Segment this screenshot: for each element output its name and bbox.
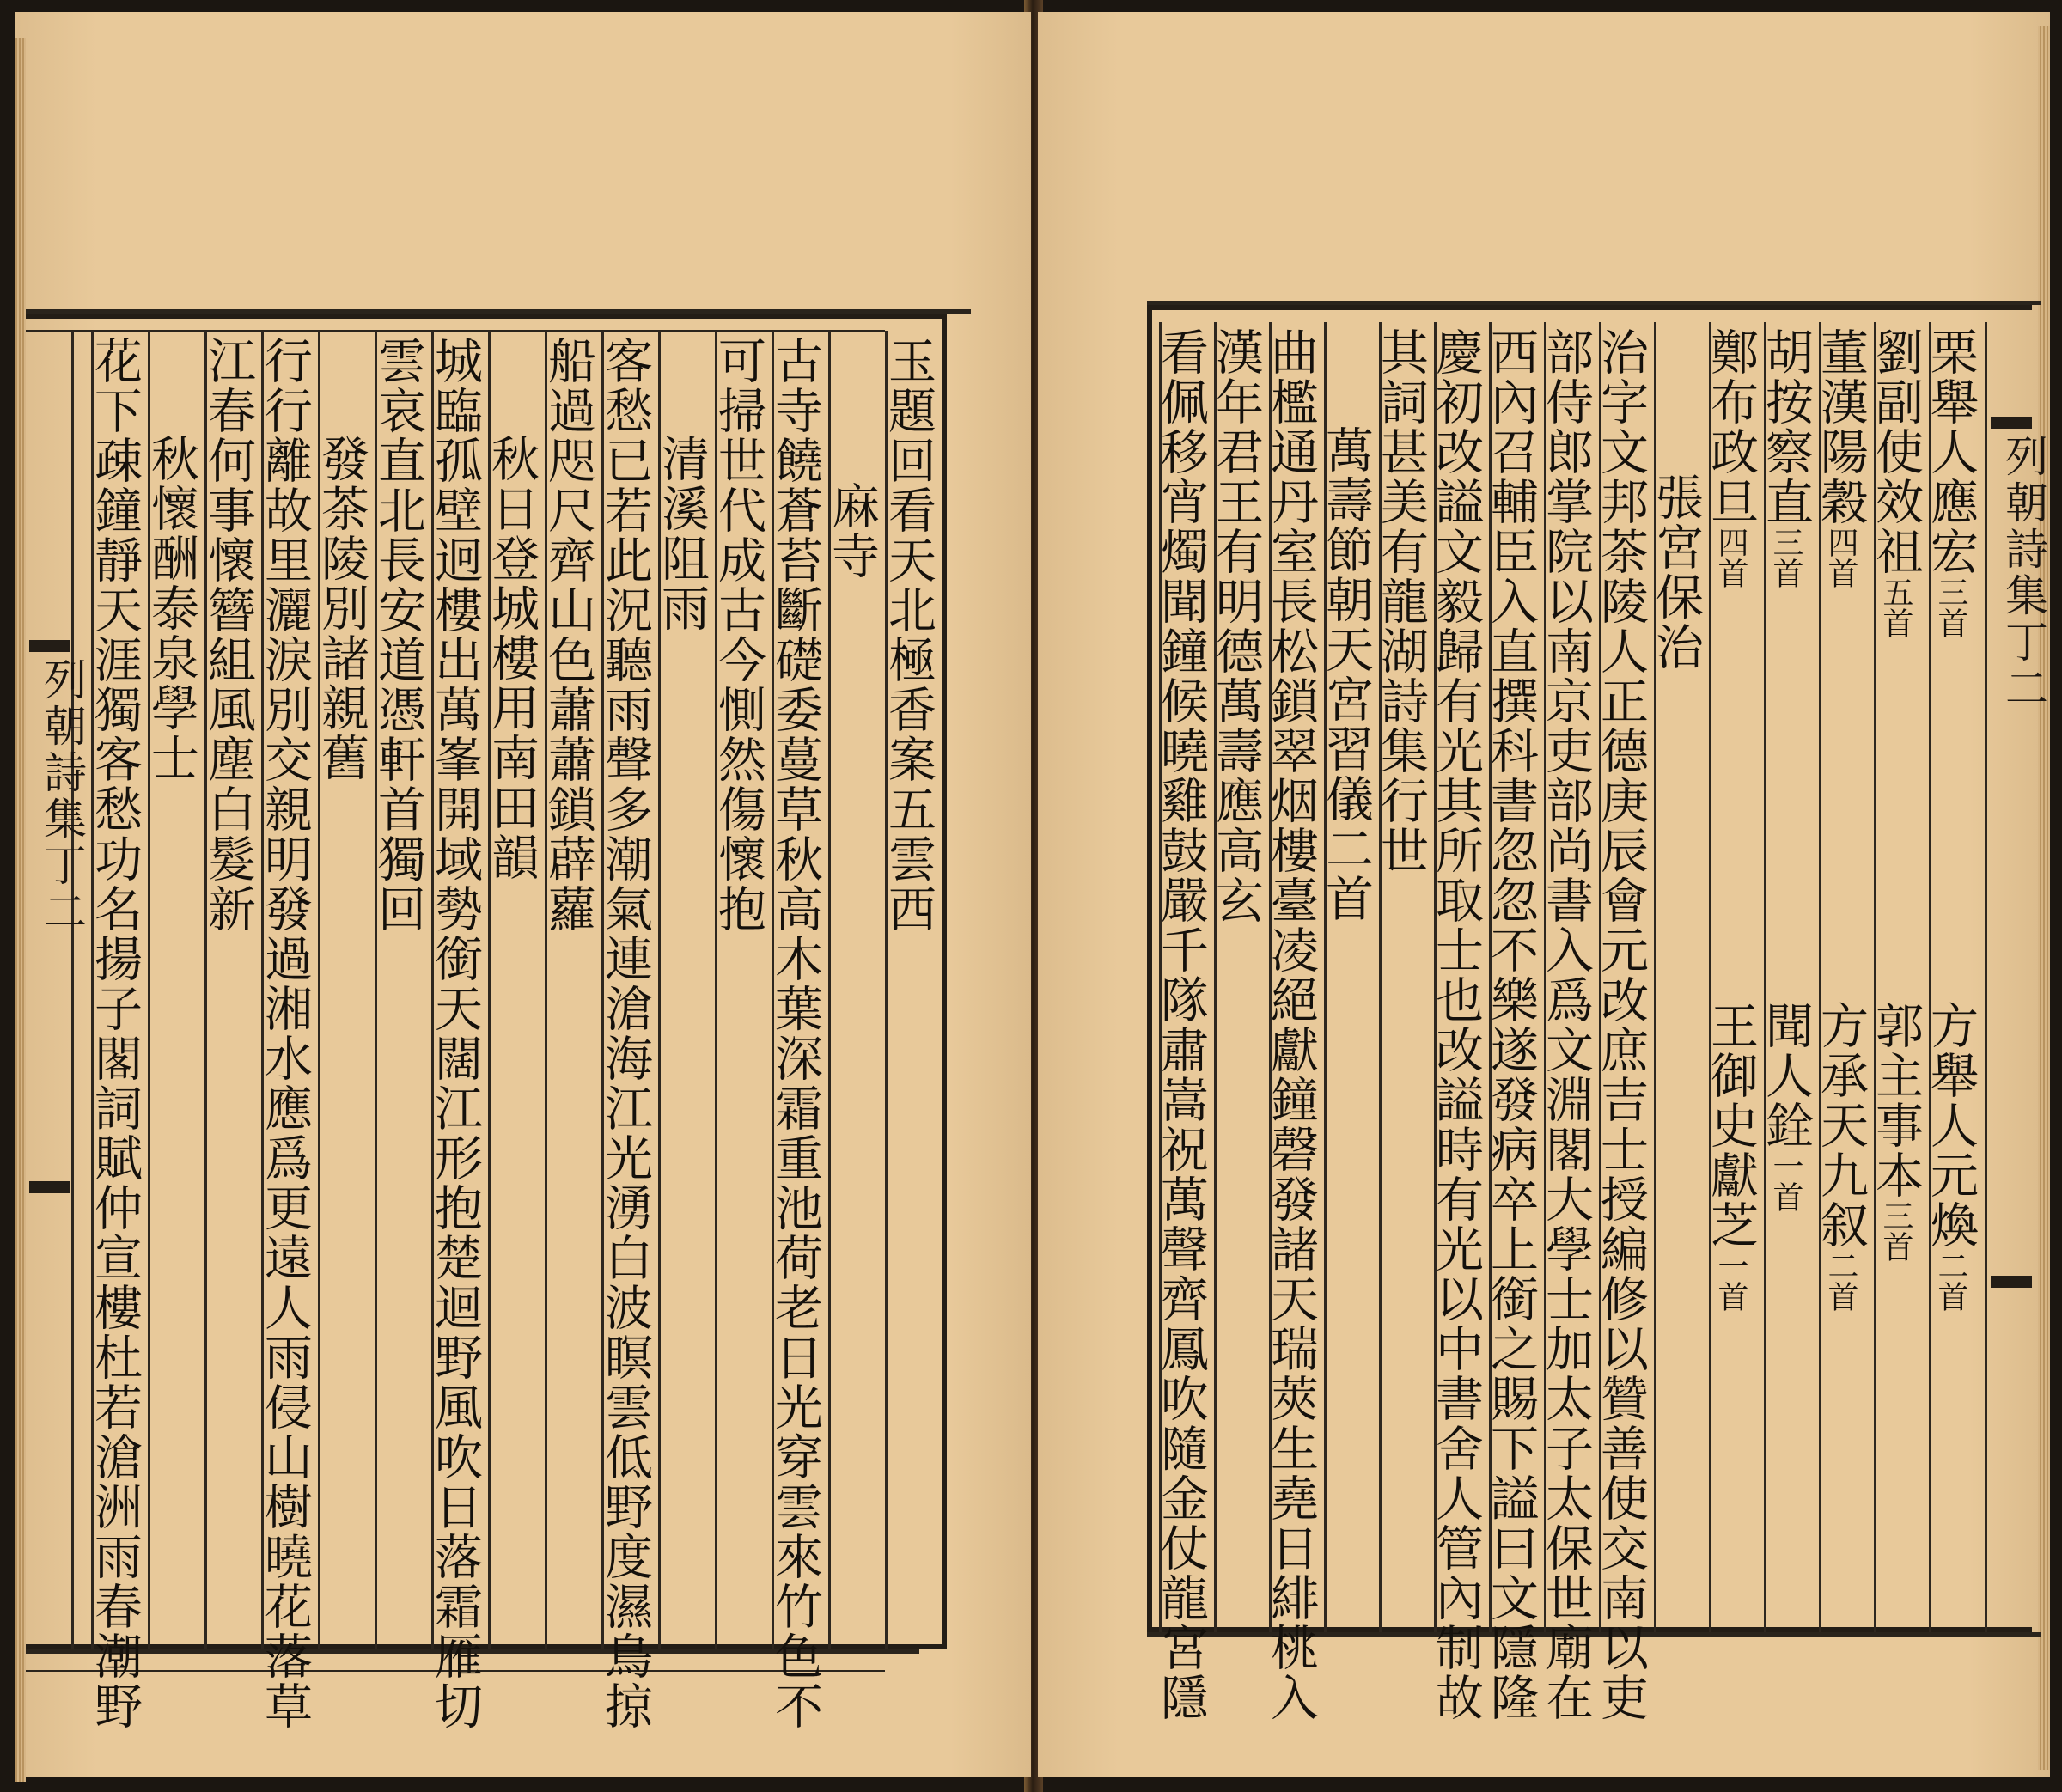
left-column-text: 清溪阻雨 <box>654 434 710 633</box>
left-fishtail-bottom <box>29 1181 70 1193</box>
left-column-text: 麻寺 <box>824 481 880 581</box>
right-entry-top <box>1813 327 1874 588</box>
left-column-text: 發茶陵別諸親舊 <box>314 434 369 783</box>
right-entry-bottom <box>1703 1001 1764 1312</box>
right-banxin-title: 列朝詩集丁二 <box>1998 434 2048 712</box>
entry-name: 鄭布政旦 <box>1703 327 1759 527</box>
left-column-area <box>77 331 942 1731</box>
right-entry-top <box>1703 327 1764 588</box>
right-column <box>1868 322 1929 1632</box>
right-column-text: 曲檻通丹室長松鎖翠烟樓臺凌絕獻鐘磬發諸天瑞莢生堯日緋桃入 <box>1263 327 1319 1722</box>
entry-count-note: 四首 <box>1823 527 1858 588</box>
left-column-text: 秋日登城樓用南田韻 <box>484 434 540 882</box>
right-column-text: 治字文邦茶陵人正德庚辰會元改庶吉士授編修以贊善使交南以吏 <box>1593 327 1649 1722</box>
entry-name: 王御史獻芝 <box>1703 1001 1759 1250</box>
entry-name: 栗舉人應宏 <box>1923 327 1979 576</box>
entry-count-note: 一首 <box>1713 1250 1748 1312</box>
right-entry-bottom <box>1813 1001 1874 1312</box>
entry-name: 方舉人元煥 <box>1923 1001 1979 1250</box>
right-fore-edge <box>2038 26 2050 1770</box>
entry-count-note: 四首 <box>1713 527 1748 588</box>
right-column-text: 慶初改謚文毅歸有光其所取士也改謚時有光以中書舍人管內制故 <box>1428 327 1484 1722</box>
right-fishtail-top <box>1991 417 2032 429</box>
right-column-text: 萬壽節朝天宮習儀二首 <box>1318 425 1374 923</box>
left-column-text: 秋懷酬泰泉學士 <box>143 434 199 783</box>
right-column <box>1758 322 1819 1632</box>
right-column-text: 張宮保治 <box>1648 472 1704 672</box>
entry-count-note: 一首 <box>1768 1150 1803 1212</box>
right-column-text: 漢年君王有明德萬壽應高玄 <box>1208 327 1264 925</box>
right-column-area <box>1152 322 1984 1722</box>
right-column-text: 其詞甚美有龍湖詩集行世 <box>1373 327 1429 875</box>
left-column-text: 城臨孤壁迥樓出萬峯開域勢銜天闊江形抱楚迴野風吹日落霜雁切 <box>427 336 483 1731</box>
left-fore-edge <box>15 38 26 1782</box>
left-column-text: 客愁已若此況聽雨聲多潮氣連滄海江光湧白波瞑雲低野度濕鳥掠 <box>597 336 653 1731</box>
left-fishtail-top <box>29 640 70 652</box>
left-column-text: 江春何事懷簪組風塵白髮新 <box>200 336 256 934</box>
right-column <box>1813 322 1874 1632</box>
right-column-text: 看佩移宵燭聞鐘候曉雞鼓嚴千隊肅嵩祝萬聲齊鳳吹隨金仗龍宮隱 <box>1153 327 1209 1722</box>
right-column-text: 部侍郎掌院以南京吏部尚書入爲文淵閣大學士加太子太保世廟在 <box>1538 327 1594 1722</box>
entry-count-note: 三首 <box>1768 527 1803 588</box>
entry-name: 胡按察直 <box>1758 327 1814 527</box>
left-column-text: 可掃世代成古今惻然傷懷抱 <box>711 336 766 934</box>
entry-name: 聞人銓 <box>1758 1001 1814 1150</box>
entry-name: 劉副使效祖 <box>1868 327 1924 576</box>
left-column-text: 古寺饒蒼苔斷礎委蔓草秋高木葉深霜重池荷老日光穿雲來竹色不 <box>767 336 823 1731</box>
right-entry-bottom <box>1868 1001 1929 1262</box>
right-entry-top <box>1758 327 1819 588</box>
left-banxin-title: 列朝詩集丁二 <box>37 657 87 936</box>
left-column-text: 行行離故里灑淚別交親明發過湘水應爲更遠人雨侵山樹曉花落草 <box>257 336 313 1731</box>
left-column-text: 船過咫尺齊山色蕭蕭鎖薜蘿 <box>540 336 596 934</box>
right-column <box>1703 322 1764 1632</box>
right-entry-top <box>1868 327 1929 638</box>
left-banxin <box>26 331 87 1649</box>
right-entry-top <box>1923 327 1984 638</box>
entry-count-note: 五首 <box>1878 576 1913 638</box>
right-fishtail-bottom <box>1991 1276 2032 1288</box>
left-column-text: 玉題回看天北極香案五雲西 <box>881 336 936 934</box>
entry-count-note: 二首 <box>1823 1250 1858 1312</box>
right-entry-bottom <box>1758 1001 1819 1212</box>
left-column <box>881 331 942 1649</box>
right-column-text: 西內召輔臣入直撰科書忽忽不樂遂發病卒上銜之賜下謚曰文隱隆 <box>1483 327 1539 1722</box>
entry-count-note: 二首 <box>1933 1250 1968 1312</box>
right-banxin <box>1985 322 2048 1632</box>
left-column-text: 花下疎鐘靜天涯獨客愁功名揚子閣詞賦仲宣樓杜若滄洲雨春潮野 <box>87 336 143 1731</box>
entry-name: 董漢陽穀 <box>1813 327 1869 527</box>
entry-count-note: 三首 <box>1878 1200 1913 1262</box>
right-entry-bottom <box>1923 1001 1984 1312</box>
left-column-text: 雲哀直北長安道憑軒首獨回 <box>370 336 426 934</box>
entry-name: 郭主事本 <box>1868 1001 1924 1200</box>
right-column <box>1923 322 1984 1632</box>
entry-name: 方承天九叙 <box>1813 1001 1869 1250</box>
entry-count-note: 三首 <box>1933 576 1968 638</box>
